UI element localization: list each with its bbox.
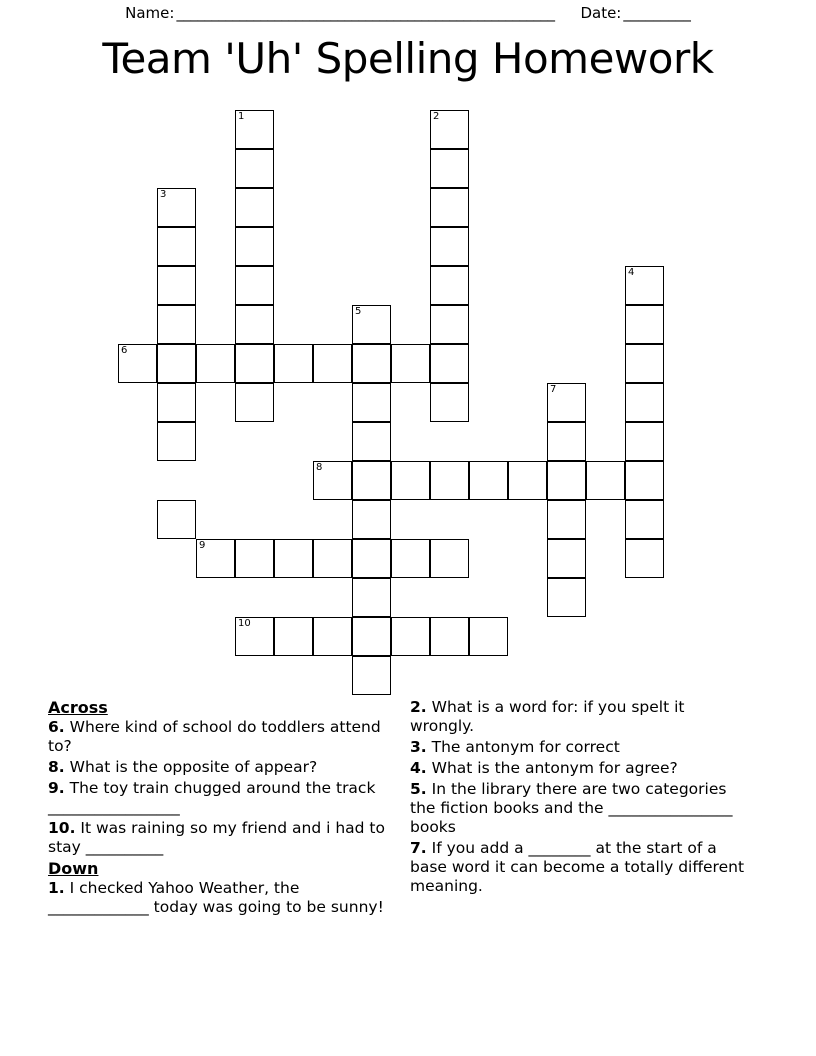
clue-down-3 <box>410 738 750 757</box>
crossword-cell[interactable] <box>352 617 391 656</box>
crossword-cell[interactable] <box>547 500 586 539</box>
crossword-cell[interactable] <box>235 344 274 383</box>
crossword-cell[interactable] <box>625 305 664 344</box>
crossword-cell[interactable] <box>352 578 391 617</box>
crossword-cell[interactable] <box>196 344 235 383</box>
crossword-cell[interactable] <box>391 344 430 383</box>
cell-number: 4 <box>628 267 635 278</box>
crossword-cell[interactable] <box>430 227 469 266</box>
clue-text: It was raining so my friend and i had to stay __________ <box>48 819 385 856</box>
crossword-cell[interactable] <box>625 539 664 578</box>
crossword-cell[interactable] <box>469 617 508 656</box>
crossword-cell[interactable] <box>352 656 391 695</box>
clue-text: In the library there are two categories the fiction books and the ________________ books <box>410 780 733 836</box>
cell-number: 3 <box>160 189 167 200</box>
crossword-cell[interactable] <box>430 188 469 227</box>
crossword-cell[interactable] <box>430 110 469 149</box>
clue-down-4 <box>410 759 750 778</box>
clue-across-6 <box>48 718 388 756</box>
crossword-cell[interactable] <box>547 539 586 578</box>
crossword-cell[interactable] <box>352 539 391 578</box>
clue-text: Where kind of school do toddlers attend to? <box>48 718 381 755</box>
crossword-cell[interactable] <box>547 578 586 617</box>
crossword-cell[interactable] <box>157 422 196 461</box>
clue-number: 1. <box>48 879 65 897</box>
crossword-cell[interactable] <box>157 227 196 266</box>
name-label: Name: <box>125 4 175 22</box>
date-write-line[interactable]: _________ <box>623 4 691 22</box>
crossword-cell[interactable] <box>274 617 313 656</box>
crossword-cell[interactable] <box>352 305 391 344</box>
clue-number: 10. <box>48 819 76 837</box>
clue-number: 4. <box>410 759 427 777</box>
crossword-cell[interactable] <box>196 539 235 578</box>
crossword-cell[interactable] <box>547 461 586 500</box>
clue-across-9 <box>48 779 388 817</box>
clue-down-1 <box>48 879 388 917</box>
crossword-cell[interactable] <box>430 383 469 422</box>
cell-number: 10 <box>238 618 251 629</box>
crossword-cell[interactable] <box>235 149 274 188</box>
crossword-cell[interactable] <box>118 344 157 383</box>
crossword-cell[interactable] <box>625 344 664 383</box>
crossword-cell[interactable] <box>157 344 196 383</box>
crossword-cell[interactable] <box>352 500 391 539</box>
down-heading: Down <box>48 859 99 878</box>
crossword-cell[interactable] <box>235 110 274 149</box>
crossword-cell[interactable] <box>430 266 469 305</box>
crossword-cell[interactable] <box>625 266 664 305</box>
clues-area <box>0 698 816 968</box>
crossword-cell[interactable] <box>157 266 196 305</box>
crossword-cell[interactable] <box>235 383 274 422</box>
crossword-cell[interactable] <box>508 461 547 500</box>
clue-down-5 <box>410 780 750 837</box>
crossword-cell[interactable] <box>157 383 196 422</box>
crossword-cell[interactable] <box>313 461 352 500</box>
clue-number: 6. <box>48 718 65 736</box>
clues-column-right <box>410 698 750 898</box>
cell-number: 8 <box>316 462 323 473</box>
clue-text: What is the opposite of appear? <box>69 758 318 776</box>
crossword-cell[interactable] <box>430 539 469 578</box>
clue-number: 3. <box>410 738 427 756</box>
clue-down-2 <box>410 698 750 736</box>
date-label: Date: <box>580 4 622 22</box>
crossword-cell[interactable] <box>313 539 352 578</box>
clue-number: 5. <box>410 780 427 798</box>
clue-across-10 <box>48 819 388 857</box>
crossword-cell[interactable] <box>157 188 196 227</box>
clue-down-7 <box>410 839 750 896</box>
name-date-header <box>0 0 816 26</box>
cell-number: 7 <box>550 384 557 395</box>
crossword-cell[interactable] <box>547 422 586 461</box>
crossword-cell[interactable] <box>391 539 430 578</box>
crossword-cell[interactable] <box>274 539 313 578</box>
crossword-cell[interactable] <box>352 344 391 383</box>
crossword-cell[interactable] <box>430 617 469 656</box>
crossword-cell[interactable] <box>625 461 664 500</box>
crossword-cell[interactable] <box>391 461 430 500</box>
crossword-cell[interactable] <box>157 305 196 344</box>
clue-number: 8. <box>48 758 65 776</box>
crossword-cell[interactable] <box>235 617 274 656</box>
page-title: Team 'Uh' Spelling Homework <box>102 34 714 83</box>
clue-number: 2. <box>410 698 427 716</box>
clue-number: 7. <box>410 839 427 857</box>
clue-text: What is a word for: if you spelt it wrongly. <box>410 698 685 735</box>
crossword-cell[interactable] <box>235 227 274 266</box>
crossword-cell[interactable] <box>235 266 274 305</box>
clue-text: The antonym for correct <box>431 738 620 756</box>
crossword-cell[interactable] <box>391 617 430 656</box>
crossword-cell[interactable] <box>235 539 274 578</box>
clue-text: If you add a ________ at the start of a base word it can become a totally different meaning. <box>410 839 745 895</box>
crossword-cell[interactable] <box>352 422 391 461</box>
crossword-cell[interactable] <box>430 149 469 188</box>
crossword-cell[interactable] <box>430 461 469 500</box>
crossword-cell[interactable] <box>313 617 352 656</box>
crossword-cell[interactable] <box>547 383 586 422</box>
clue-text: The toy train chugged around the track _________________ <box>48 779 376 816</box>
crossword-cell[interactable] <box>430 305 469 344</box>
crossword-cell[interactable] <box>430 344 469 383</box>
crossword-cell[interactable] <box>235 305 274 344</box>
cell-number: 6 <box>121 345 128 356</box>
crossword-cell[interactable] <box>625 500 664 539</box>
cell-number: 2 <box>433 111 440 122</box>
clue-number: 9. <box>48 779 65 797</box>
crossword-cell[interactable] <box>586 461 625 500</box>
crossword-cell[interactable] <box>352 383 391 422</box>
cell-number: 1 <box>238 111 245 122</box>
crossword-cell[interactable] <box>313 344 352 383</box>
crossword-cell[interactable] <box>352 461 391 500</box>
crossword-cell[interactable] <box>469 461 508 500</box>
crossword-cell[interactable] <box>274 344 313 383</box>
crossword-cell[interactable] <box>625 383 664 422</box>
cell-number: 5 <box>355 306 362 317</box>
clue-text: What is the antonym for agree? <box>431 759 678 777</box>
crossword-cell[interactable] <box>157 500 196 539</box>
clue-text: I checked Yahoo Weather, the _____________ today was going to be sunny! <box>48 879 384 916</box>
clues-column-left <box>48 698 388 919</box>
cell-number: 9 <box>199 540 206 551</box>
name-write-line[interactable]: ______________________________________________________ <box>176 4 555 22</box>
clue-across-8 <box>48 758 388 777</box>
across-heading: Across <box>48 698 108 717</box>
crossword-grid[interactable] <box>118 110 678 695</box>
crossword-cell[interactable] <box>625 422 664 461</box>
crossword-cell[interactable] <box>235 188 274 227</box>
